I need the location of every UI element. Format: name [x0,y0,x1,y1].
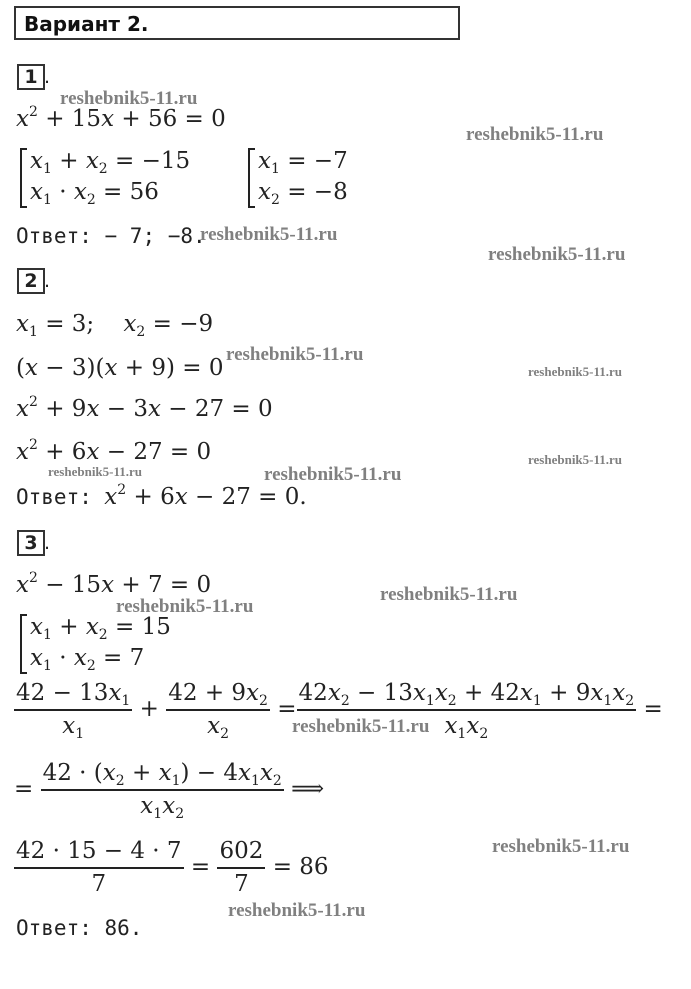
watermark: reshebnik5-11.ru [116,596,254,617]
p1-system-left-2: $x_1 \cdot x_2 = 56$ [30,179,159,208]
watermark: reshebnik5-11.ru [228,900,366,921]
p3-frac6: $\frac{602}{7}$ [219,838,264,897]
p3-fraction-sum: $\frac{42 - 13x_1}{x_1}$ + $\frac{42 + 9x_2}{x_2}$ = $\frac{42x_2 - 13x_1x_2 + 42x_1 + 9x_1x_2}{x_1x_2}$ = [16,680,663,742]
watermark: reshebnik5-11.ru [200,224,338,245]
p2-line1: $x_1 = 3$; $x_2 = -9$ [16,311,214,340]
p2-line4: $x^2 + 6x - 27 = 0$ [16,437,212,465]
p3-frac1: $\frac{42 - 13x_1}{x_1}$ [16,680,131,742]
p3-frac4: $\frac{42 \cdot (x_2 + x_1) - 4x_1x_2}{x_1x_2}$ [42,760,282,822]
watermark: reshebnik5-11.ru [60,88,198,109]
watermark: reshebnik5-11.ru [528,452,623,467]
watermark: reshebnik5-11.ru [466,124,604,145]
watermark: reshebnik5-11.ru [488,244,626,265]
p2-answer: Ответ: $x^2 + 6x - 27 = 0$. [16,482,307,510]
watermark: reshebnik5-11.ru [380,584,518,605]
watermark: reshebnik5-11.ru [48,464,143,479]
variant-title: Вариант 2. [24,12,149,36]
p1-system-right-2: $x_2 = -8$ [258,179,348,208]
p3-frac5: $\frac{42 \cdot 15 - 4 \cdot 7}{7}$ [16,838,182,897]
watermark: reshebnik5-11.ru [226,344,364,365]
p3-answer: Ответ: 86. [16,916,143,940]
variant-header [14,6,460,40]
p2-line2: (x − 3)(x + 9) = 0 [16,355,224,381]
problem-2-number: 2 [17,268,45,294]
problem-1-dot: . [44,66,51,88]
p3-frac2: $\frac{42 + 9x_2}{x_2}$ [168,680,268,742]
problem-3-dot: . [44,532,51,554]
p3-fraction-result: $\frac{42 \cdot 15 - 4 \cdot 7}{7}$ = $\frac{602}{7}$ = 86 [16,838,329,897]
p1-equation: $x^2 + 15x + 56 = 0$ [16,104,226,132]
p3-line1: $x^2 - 15x + 7 = 0$ [16,570,212,598]
watermark: reshebnik5-11.ru [528,364,623,379]
problem-1-number: 1 [17,64,45,90]
problem-3-number: 3 [17,530,45,556]
p3-frac3: $\frac{42x_2 - 13x_1x_2 + 42x_1 + 9x_1x_2}{x_1x_2}$ [298,680,635,742]
p3-system-2: $x_1 \cdot x_2 = 7$ [30,645,145,674]
p1-left-brace [20,148,27,208]
watermark: reshebnik5-11.ru [264,464,402,485]
watermark: reshebnik5-11.ru [292,716,430,737]
p1-system-left-1: $x_1 + x_2 = -15$ [30,148,191,177]
problem-2-dot: . [44,270,51,292]
p2-line3: $x^2 + 9x - 3x - 27 = 0$ [16,394,273,422]
p1-right-brace [248,148,255,208]
watermark: reshebnik5-11.ru [492,836,630,857]
p1-system-right-1: $x_1 = -7$ [258,148,348,177]
p3-fraction-simplified: = $\frac{42 \cdot (x_2 + x_1) - 4x_1x_2}{x_1x_2}$ ⟹ [14,760,325,822]
p3-system-1: $x_1 + x_2 = 15$ [30,614,171,643]
p1-answer: Ответ: − 7; −8. [16,224,206,248]
p3-brace [20,614,27,674]
